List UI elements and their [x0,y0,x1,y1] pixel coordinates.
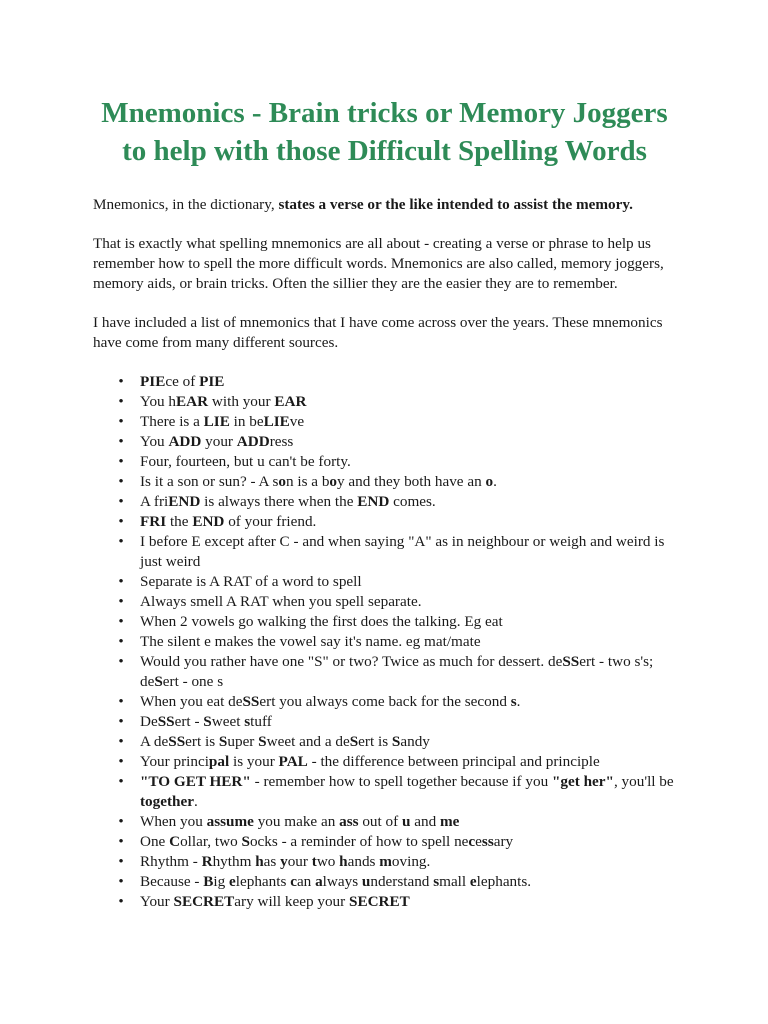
list-item [93,572,676,592]
bullet-icon: • [118,453,124,470]
list-item-bold-text: u [361,873,371,890]
list-item-text: . [516,693,521,710]
list-item-text: the [166,513,193,530]
list-item-text: andy [400,733,430,750]
list-item-bold-text: o [485,473,494,490]
list-item-text: ce of [165,373,200,390]
list-item [93,852,676,872]
list-item-text: ert is [358,733,392,750]
list-item-text: is your [229,753,279,770]
list-item [93,872,676,892]
list-item-text: ig [213,873,230,890]
list-item-bold-text: LIE [263,413,290,430]
list-item-bold-text: together [140,793,194,810]
bullet-icon: • [118,773,124,790]
list-item [93,412,676,432]
bullet-icon: • [118,733,124,750]
list-item-text: Is it a son or sun? - A s [140,473,279,490]
list-item-bold-text: e [469,873,477,890]
list-item-text: our [287,853,312,870]
list-item-bold-text: ADD [168,433,202,450]
bullet-icon: • [118,753,124,770]
list-item-text: an [296,873,316,890]
list-item-text: weet and a de [266,733,350,750]
list-item-text: ary [493,833,514,850]
list-item-text: comes. [389,493,436,510]
explanation-paragraph: That is exactly what spelling mnemonics are all about - creating a verse or phrase to help us remember how to spell the more difficult words. Mnemonics are also called, memory joggers, memory aids, or brain tricks. Often the sillier they are the easier they are to remember. [93,235,664,292]
list-item-text: hythm [212,853,256,870]
list-item [93,732,676,752]
list-item-text: Because - [140,873,204,890]
list-item-text: is always there when the [200,493,358,510]
list-item-bold-text: FRI [140,513,167,530]
list-item-text: De [140,713,158,730]
list-item-text: When you eat de [140,693,243,710]
list-item-text: your [201,433,237,450]
list-item-text: lways [322,873,362,890]
list-item-bold-text: s [244,713,251,730]
list-item-bold-text: SS [168,733,186,750]
list-item-bold-text: c [468,833,476,850]
list-item-text: One [140,833,170,850]
list-item-text: oving. [391,853,431,870]
bullet-icon: • [118,813,124,830]
list-item-bold-text: R [201,853,213,870]
list-item-bold-text: assume [206,813,254,830]
list-item [93,832,676,852]
list-item-bold-text: S [391,733,401,750]
list-item-bold-text: PIE [199,373,225,390]
bullet-icon: • [118,833,124,850]
list-item-text: Separate is A RAT of a word to spell [140,573,362,590]
bullet-icon: • [118,613,124,630]
list-item-bold-text: t [311,853,317,870]
list-item [93,492,676,512]
list-item-text: with your [208,393,275,410]
list-item-bold-text: o [278,473,286,490]
list-item-text: ocks - a reminder of how to spell ne [249,833,469,850]
list-item-text: ert - one s [162,673,224,690]
list-item-bold-text: LIE [203,413,230,430]
list-item-text: of your friend. [224,513,317,530]
list-item-text: ert is [185,733,219,750]
list-item-text: lephants. [476,873,532,890]
list-item-bold-text: e [229,873,236,890]
list-item-bold-text: END [357,493,390,510]
list-item-bold-text: o [329,473,338,490]
list-item-bold-text: PAL [278,753,308,770]
list-item-bold-text: c [290,873,297,890]
list-item-text: mall [439,873,470,890]
list-item [93,612,676,632]
list-item-text: you make an [253,813,340,830]
list-item-bold-text: END [168,493,201,510]
list-item-bold-text: h [339,853,348,870]
list-item-text: ress [269,433,294,450]
list-item-bold-text: S [218,733,228,750]
bullet-icon: • [118,413,124,430]
list-item-text: as [263,853,281,870]
list-item-bold-text: ass [339,813,359,830]
bullet-icon: • [118,433,124,450]
list-item-bold-text: "get her" [551,773,614,790]
list-item-text: Rhythm - [140,853,202,870]
list-item-text: Your [140,893,174,910]
list-item-bold-text: SECRET [349,893,410,910]
bullet-icon: • [118,593,124,610]
bullet-icon: • [118,713,124,730]
list-item-text: ve [289,413,305,430]
list-item-text: Four, fourteen, but u can't be forty. [140,453,351,470]
bullet-icon: • [118,853,124,870]
intro-text: Mnemonics, in the dictionary, [93,196,279,213]
list-item-text: , you'll be [613,773,674,790]
list-item-bold-text: SS [157,713,175,730]
list-item-text: Always smell A RAT when you spell separate. [140,593,422,610]
list-item [93,512,676,532]
list-item-text: ert you always come back for the second [259,693,511,710]
list-item-bold-text: END [192,513,225,530]
bullet-icon: • [118,893,124,910]
sources-paragraph: I have included a list of mnemonics that I have come across over the years. These mnemonics have come from many different sources. [93,314,663,351]
list-item-text: weet [211,713,245,730]
list-item-text: tuff [250,713,272,730]
list-item-text: - the difference between principal and principle [307,753,600,770]
list-item-text: and [410,813,440,830]
intro-paragraph [93,195,676,215]
list-item [93,432,676,452]
bullet-icon: • [118,493,124,510]
list-item-text: - remember how to spell together because if you [250,773,552,790]
list-item-text: ands [347,853,380,870]
bullet-icon: • [118,653,124,670]
bullet-icon: • [118,873,124,890]
list-item-text: wo [316,853,340,870]
list-item-text: . [193,793,198,810]
bullet-icon: • [118,513,124,530]
list-item-bold-text: ss [481,833,494,850]
list-item [93,532,676,572]
list-item-bold-text: S [241,833,250,850]
page-title: Mnemonics - Brain tricks or Memory Joggers to help with those Difficult Spelling Words [101,97,668,167]
list-item-text: in be [229,413,264,430]
list-item-text: You [140,433,169,450]
list-item [93,772,676,812]
list-item-text: uper [227,733,259,750]
list-item-text: When you [140,813,207,830]
list-item [93,452,676,472]
list-item [93,472,676,492]
list-item-bold-text: SECRET [173,893,235,910]
list-item-bold-text: S [203,713,212,730]
list-item-text: out of [358,813,402,830]
list-item [93,812,676,832]
list-item-bold-text: m [379,853,392,870]
list-item-bold-text: pal [208,753,230,770]
list-item-text: When 2 vowels go walking the first does the talking. Eg eat [140,613,503,630]
bullet-icon: • [118,473,124,490]
bullet-icon: • [118,573,124,590]
list-item-bold-text: S [349,733,359,750]
intro-bold-text: states a verse or the like intended to assist the memory. [278,196,633,213]
list-item-bold-text: C [169,833,181,850]
list-item [93,712,676,732]
list-item-bold-text: SS [562,653,580,670]
list-item-text: There is a [140,413,204,430]
list-item [93,752,676,772]
list-item-text: Your princi [140,753,209,770]
list-item-text: ollar, two [180,833,242,850]
list-item-text: A de [140,733,169,750]
bullet-icon: • [118,693,124,710]
list-item [93,892,676,912]
list-item-text: lephants [235,873,291,890]
list-item-bold-text: s [510,693,517,710]
list-item [93,692,676,712]
list-item-bold-text: y [280,853,288,870]
list-item [93,392,676,412]
list-item-bold-text: PIE [140,373,166,390]
list-item-text: y and they both have an [337,473,486,490]
list-item-text: Would you rather have one "S" or two? Twice as much for dessert. de [140,653,563,670]
list-item [93,632,676,652]
list-item-text: n is a b [285,473,330,490]
list-item-text: . [493,473,497,490]
list-item-bold-text: u [401,813,411,830]
list-item-bold-text: a [315,873,323,890]
list-item-bold-text: "TO GET HER" [140,773,251,790]
list-item-bold-text: ADD [236,433,270,450]
list-item [93,592,676,612]
list-item-text: ert - two s's; de [140,653,654,690]
list-item-bold-text: EAR [274,393,307,410]
list-item-bold-text: B [203,873,214,890]
list-item-bold-text: S [154,673,163,690]
list-item-text: nderstand [370,873,434,890]
list-item-bold-text: s [433,873,440,890]
bullet-icon: • [118,533,124,550]
bullet-icon: • [118,393,124,410]
list-item-bold-text: S [258,733,267,750]
list-item-bold-text: SS [242,693,260,710]
bullet-icon: • [118,633,124,650]
list-item-text: You h [140,393,177,410]
list-item-text: I before E except after C - and when saying "A" as in neighbour or weigh and weird is just weird [140,533,665,570]
list-item [93,372,676,392]
list-item-text: The silent e makes the vowel say it's name. eg mat/mate [140,633,481,650]
list-item-bold-text: EAR [176,393,209,410]
list-item-bold-text: h [255,853,264,870]
mnemonic-list [93,372,676,912]
list-item-text: ary will keep your [234,893,349,910]
list-item-text: e [475,833,482,850]
list-item-text: ert - [174,713,204,730]
bullet-icon: • [118,373,124,390]
list-item-bold-text: me [439,813,460,830]
list-item [93,652,676,692]
list-item-text: A fri [140,493,169,510]
